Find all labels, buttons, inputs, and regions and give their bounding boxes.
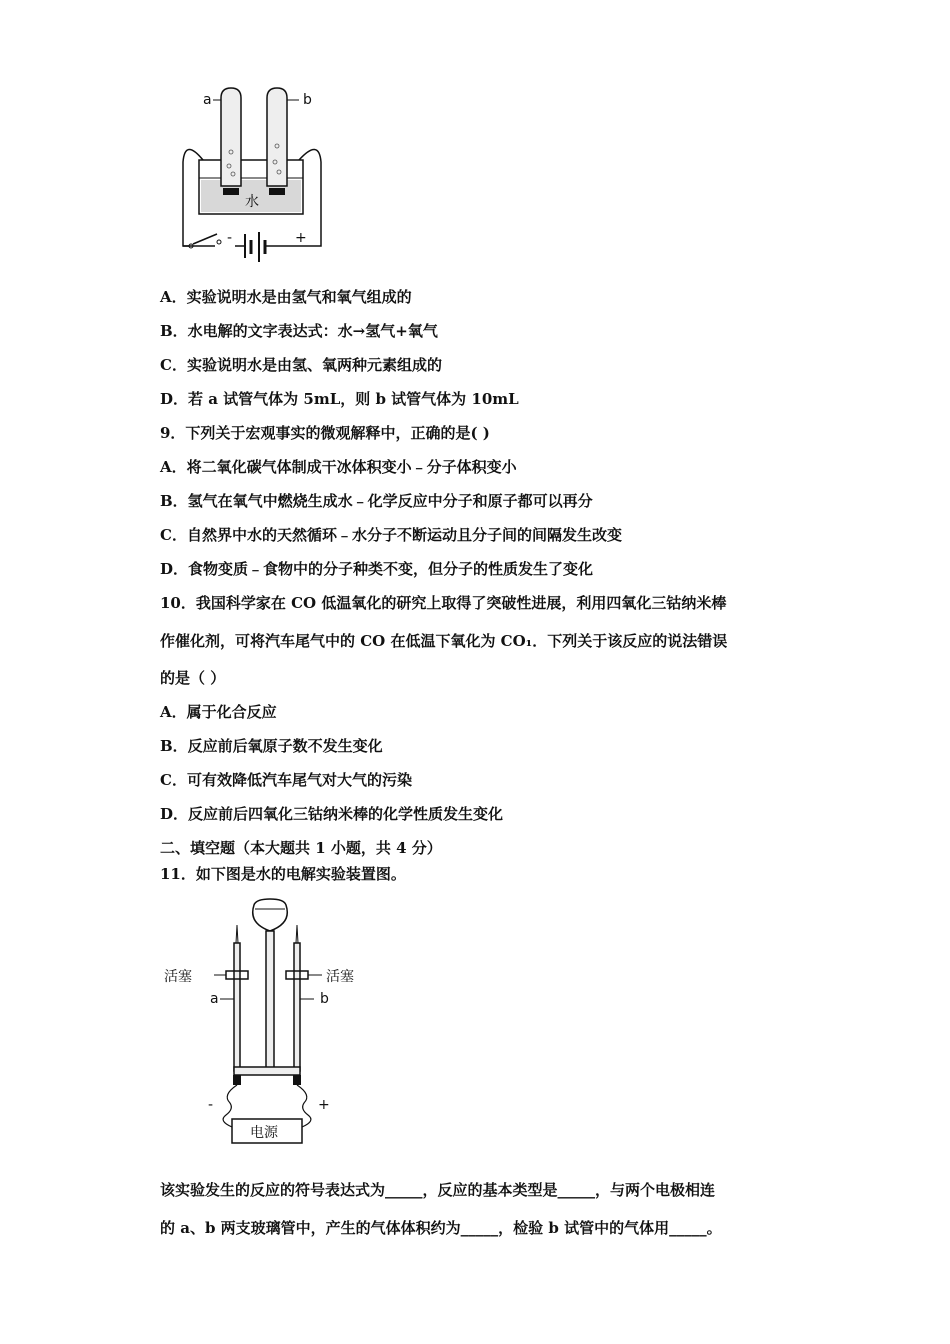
q8-option-c: C．实验说明水是由氢、氧两种元素组成的 — [160, 356, 442, 374]
q8-option-d: D．若 a 试管气体为 5mL，则 b 试管气体为 10mL — [160, 390, 519, 408]
q9-stem: 9．下列关于宏观事实的微观解释中，正确的是( ) — [160, 424, 490, 442]
q10-option-a: A．属于化合反应 — [160, 703, 277, 721]
q10-option-d: D．反应前后四氧化三钴纳米棒的化学性质发生变化 — [160, 805, 504, 823]
q10-stem-line-2: 作催化剂，可将汽车尾气中的 CO 在低温下氧化为 CO₁．下列关于该反应的说法错误 — [160, 632, 728, 650]
q11-stem: 11．如下图是水的电解实验装置图。 — [160, 865, 406, 883]
q9-option-c: C．自然界中水的天然循环﹣水分子不断运动且分子间的间隔发生改变 — [160, 526, 622, 544]
figure2-plus-sign: + — [318, 1097, 330, 1113]
q9-option-d: D．食物变质﹣食物中的分子种类不变，但分子的性质发生了变化 — [160, 560, 594, 578]
figure2-stopcock-right: 活塞 — [326, 969, 354, 985]
q9-option-b: B．氢气在氧气中燃烧生成水﹣化学反应中分子和原子都可以再分 — [160, 492, 593, 510]
q11-body-line-1: 该实验发生的反应的符号表达式为_____，反应的基本类型是_____，与两个电极相连 — [160, 1181, 716, 1199]
q8-option-b: B．水电解的文字表达式：水→氢气+氧气 — [160, 322, 438, 340]
q10-option-c: C．可有效降低汽车尾气对大气的污染 — [160, 771, 412, 789]
figure1-label-b: b — [303, 92, 312, 108]
electrolysis-figure-1 — [175, 82, 335, 272]
electrolysis-figure-2 — [160, 895, 370, 1150]
q10-stem-line-1: 10．我国科学家在 CO 低温氧化的研究上取得了突破性进展，利用四氧化三钴纳米棒 — [160, 594, 727, 612]
figure1-minus-sign: - — [227, 230, 233, 246]
q11-body-line-2: 的 a、b 两支玻璃管中，产生的气体体积约为_____，检验 b 试管中的气体用_____。 — [160, 1219, 722, 1237]
q10-stem-line-3: 的是（ ） — [160, 669, 226, 687]
figure1-water-label: 水 — [245, 194, 259, 210]
q9-option-a: A．将二氧化碳气体制成干冰体积变小﹣分子体积变小 — [160, 458, 517, 476]
figure2-power-label: 电源 — [250, 1125, 278, 1141]
section-heading: 二、填空题（本大题共 1 小题，共 4 分） — [160, 839, 442, 857]
figure1-label-a: a — [203, 92, 212, 108]
figure2-stopcock-left: 活塞 — [164, 969, 192, 985]
q10-option-b: B．反应前后氧原子数不发生变化 — [160, 737, 383, 755]
figure2-label-b: b — [320, 991, 329, 1007]
figure2-label-a: a — [210, 991, 219, 1007]
figure2-minus-sign: - — [208, 1097, 214, 1113]
figure1-plus-sign: + — [295, 230, 307, 246]
q8-option-a: A．实验说明水是由氢气和氧气组成的 — [160, 288, 412, 306]
